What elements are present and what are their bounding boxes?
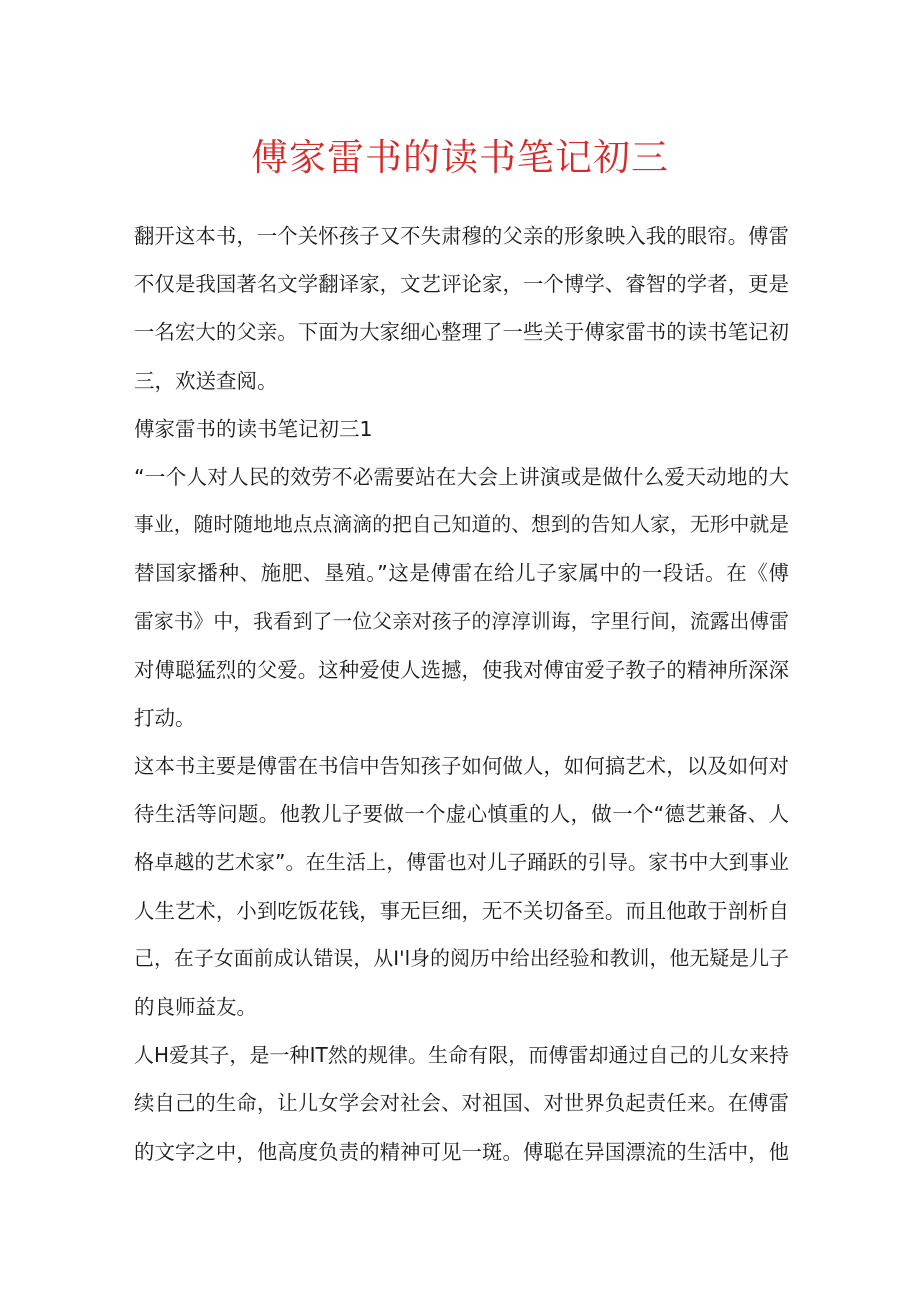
text-line: 三，欢送查阅。 bbox=[134, 368, 278, 393]
text-line: 打动。 bbox=[134, 705, 196, 730]
text-line: 续自己的生命，让儿女学会对社会、对祖国、对世界负起责任来。在傅雷 bbox=[134, 1091, 789, 1116]
text-line: 待生活等问题。他教儿子要做一个虚心慎重的人，做一个“德艺兼备、人 bbox=[134, 802, 789, 827]
text-line: “一个人对人民的效劳不必需要站在大会上讲演或是做什么爱天动地的大 bbox=[134, 464, 789, 489]
text-line: 己，在子女面前成认错误，从I'l身的阅历中给出经验和教训，他无疑是儿子 bbox=[134, 946, 789, 970]
document-title: 傅家雷书的读书笔记初三 bbox=[251, 136, 669, 179]
text-line: 这本书主要是傅雷在书信中告知孩子如何做人，如何搞艺术，以及如何对 bbox=[134, 754, 789, 779]
text-line: 的良师益友。 bbox=[134, 995, 257, 1019]
document-body bbox=[134, 212, 789, 1176]
text-line: 傅家雷书的读书笔记初三1 bbox=[134, 416, 373, 441]
text-line: 事业，随时随地地点点滴滴的把自己知道的、想到的告知人家，无形中就是 bbox=[134, 513, 789, 537]
text-line: 不仅是我国著名文学翻译家，文艺评论家，一个博学、睿智的学者，更是 bbox=[134, 272, 789, 297]
text-line: 替国家播种、施肥、垦殖。”这是傅雷在给儿子家属中的一段话。在《傅 bbox=[134, 561, 789, 586]
text-line: 翻开这本书，一个关怀孩子又不失肃穆的父亲的形象映入我的眼帘。傅雷 bbox=[134, 224, 789, 248]
text-line: 的文字之中，他高度负责的精神可见一斑。傅聪在异国漂流的生活中，他 bbox=[134, 1139, 789, 1164]
text-line: 人生艺术，小到吃饭花钱，事无巨细，无不关切备至。而且他敢于剖析自 bbox=[134, 898, 789, 923]
text-line: 对傅聪猛烈的父爱。这种爱使人选撼，使我对傅宙爱子教子的精神所深深 bbox=[134, 657, 789, 682]
text-line: 雷家书》中，我看到了一位父亲对孩子的淳淳训诲，字里行间，流露出傅雷 bbox=[134, 609, 789, 633]
text-line: 格卓越的艺术家”。在生活上，傅雷也对儿子踊跃的引导。家书中大到事业 bbox=[134, 850, 789, 875]
text-line: 人H爱其子，是一种IT然的规律。生命有限，而傅雷却通过自己的儿女来持 bbox=[134, 1043, 789, 1068]
text-line: 一名宏大的父亲。下面为大家细心整理了一些关于傅家雷书的读书笔记初 bbox=[134, 320, 789, 345]
